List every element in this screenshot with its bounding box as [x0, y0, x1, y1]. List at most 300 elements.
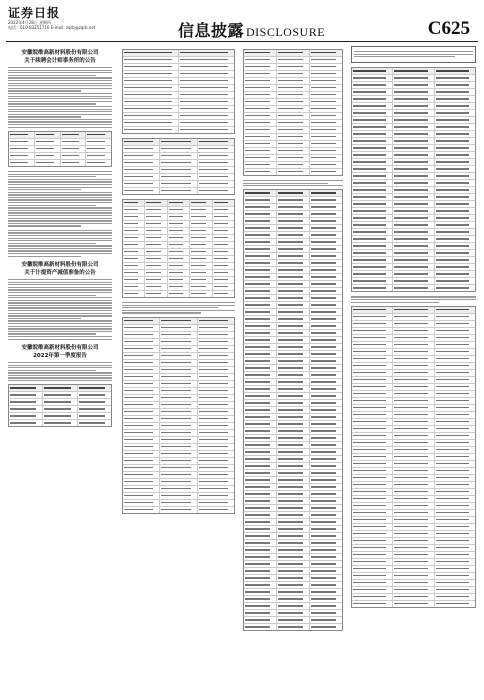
table-row: [352, 517, 475, 524]
table-cell: [310, 582, 342, 588]
table-cell: [213, 214, 234, 220]
table-cell: [310, 211, 342, 217]
table-cell: [123, 221, 145, 227]
text-line: [8, 238, 112, 239]
table-cell: [310, 148, 342, 154]
table-cell: [277, 603, 310, 609]
table-cell: [61, 153, 87, 159]
table-cell: [310, 414, 342, 420]
table-cell: [310, 379, 342, 385]
table-cell: [244, 428, 277, 434]
table-cell: [198, 346, 234, 352]
table-row: [123, 486, 234, 493]
table-cell: [310, 512, 342, 518]
text-line: [122, 307, 218, 308]
table-cell: [61, 139, 87, 145]
table-cell: [277, 50, 310, 56]
table-cell: [179, 57, 234, 63]
table-cell: [145, 284, 167, 290]
table-cell: [277, 253, 310, 259]
text-line: [8, 194, 112, 195]
table-cell: [352, 257, 393, 263]
table-cell: [393, 187, 434, 193]
table-row: [123, 85, 234, 92]
table-cell: [277, 540, 310, 546]
table-cell: [352, 194, 393, 200]
text-line: [8, 289, 112, 290]
table-row: [352, 405, 475, 412]
table-cell: [160, 360, 197, 366]
table-cell: [352, 496, 393, 502]
table-cell: [393, 342, 434, 348]
table-cell: [393, 236, 434, 242]
table-cell: [393, 531, 434, 537]
table-cell: [310, 64, 342, 70]
table-cell: [277, 470, 310, 476]
text-line: [8, 336, 112, 337]
table-cell: [244, 190, 277, 196]
table-cell: [310, 505, 342, 511]
table-row: [244, 50, 342, 57]
table-cell: [277, 442, 310, 448]
table-cell: [160, 188, 197, 194]
table-cell: [310, 400, 342, 406]
table-row: [352, 285, 475, 291]
table-row: [123, 50, 234, 57]
table-cell: [123, 207, 145, 213]
table-cell: [435, 377, 475, 383]
table-cell: [168, 242, 190, 248]
text-line: [8, 282, 112, 283]
table-cell: [435, 510, 475, 516]
table-cell: [198, 332, 234, 338]
text-line: [8, 253, 112, 254]
table-cell: [9, 392, 43, 398]
table-row: [244, 134, 342, 141]
table-cell: [435, 110, 475, 116]
table-row: [244, 470, 342, 477]
table-row: [244, 99, 342, 106]
table-row: [244, 547, 342, 554]
table-row: [123, 78, 234, 85]
table-cell: [310, 344, 342, 350]
table-cell: [123, 228, 145, 234]
table-cell: [9, 399, 43, 405]
table-cell: [310, 442, 342, 448]
table-row: [244, 302, 342, 309]
body-text: [243, 180, 343, 186]
table-cell: [393, 110, 434, 116]
table-cell: [145, 256, 167, 262]
table-cell: [310, 617, 342, 623]
table-cell: [393, 96, 434, 102]
table-row: [123, 444, 234, 451]
table-cell: [160, 346, 197, 352]
table-row: [352, 461, 475, 468]
table-cell: [352, 68, 393, 74]
table-cell: [198, 500, 234, 506]
table-cell: [277, 589, 310, 595]
table-cell: [123, 479, 160, 485]
table-cell: [145, 249, 167, 255]
table-cell: [435, 496, 475, 502]
table-cell: [393, 124, 434, 130]
text-line: [8, 80, 112, 81]
text-line: [8, 119, 112, 120]
table-cell: [160, 430, 197, 436]
table-cell: [352, 285, 393, 291]
text-line: [8, 75, 96, 76]
text-line: [8, 326, 112, 327]
data-table: [351, 67, 476, 292]
text-line: [8, 121, 112, 122]
table-cell: [310, 197, 342, 203]
table-cell: [198, 409, 234, 415]
table-cell: [244, 596, 277, 602]
table-cell: [244, 337, 277, 343]
table-cell: [277, 456, 310, 462]
data-table: [8, 131, 112, 167]
table-cell: [213, 249, 234, 255]
table-cell: [352, 531, 393, 537]
table-row: [123, 207, 234, 214]
table-cell: [123, 423, 160, 429]
table-row: [9, 420, 111, 426]
text-line: [8, 202, 112, 203]
table-row: [123, 353, 234, 360]
table-cell: [393, 510, 434, 516]
text-line: [122, 310, 235, 311]
table-cell: [123, 85, 179, 91]
text-line: [8, 212, 112, 213]
table-cell: [168, 249, 190, 255]
table-cell: [393, 566, 434, 572]
table-cell: [35, 160, 61, 166]
table-cell: [393, 285, 434, 291]
table-row: [244, 449, 342, 456]
table-row: [352, 307, 475, 314]
table-cell: [244, 393, 277, 399]
table-cell: [393, 391, 434, 397]
table-cell: [198, 353, 234, 359]
table-cell: [435, 257, 475, 263]
table-cell: [123, 409, 160, 415]
table-cell: [352, 426, 393, 432]
table-cell: [393, 573, 434, 579]
text-line: [8, 176, 96, 177]
table-row: [244, 519, 342, 526]
table-row: [244, 505, 342, 512]
table-cell: [352, 222, 393, 228]
table-cell: [277, 624, 310, 630]
data-table: [243, 49, 343, 176]
table-cell: [352, 152, 393, 158]
table-cell: [435, 89, 475, 95]
table-cell: [435, 180, 475, 186]
table-cell: [310, 106, 342, 112]
table-cell: [352, 391, 393, 397]
table-row: [244, 393, 342, 400]
table-cell: [435, 342, 475, 348]
table-cell: [277, 169, 310, 175]
table-cell: [435, 131, 475, 137]
table-cell: [277, 71, 310, 77]
text-line: [8, 109, 112, 110]
text-line: [351, 299, 476, 300]
table-cell: [435, 545, 475, 551]
table-cell: [179, 99, 234, 105]
table-row: [352, 321, 475, 328]
table-row: [123, 235, 234, 242]
table-row: [244, 421, 342, 428]
table-cell: [393, 538, 434, 544]
table-cell: [213, 235, 234, 241]
table-cell: [244, 351, 277, 357]
table-cell: [435, 159, 475, 165]
text-line: [122, 305, 235, 306]
text-line: [8, 310, 112, 311]
table-cell: [310, 407, 342, 413]
table-row: [244, 428, 342, 435]
table-cell: [310, 540, 342, 546]
table-cell: [244, 141, 277, 147]
table-row: [352, 433, 475, 440]
data-table: [122, 199, 235, 298]
table-cell: [198, 181, 234, 187]
table-cell: [393, 440, 434, 446]
table-row: [123, 339, 234, 346]
table-cell: [198, 381, 234, 387]
table-cell: [43, 399, 77, 405]
table-row: [352, 587, 475, 594]
table-cell: [213, 277, 234, 283]
table-cell: [393, 559, 434, 565]
table-cell: [310, 288, 342, 294]
table-row: [244, 540, 342, 547]
table-cell: [310, 162, 342, 168]
table-cell: [310, 498, 342, 504]
table-row: [123, 228, 234, 235]
table-cell: [310, 330, 342, 336]
table-cell: [393, 68, 434, 74]
table-cell: [435, 285, 475, 291]
table-cell: [393, 475, 434, 481]
table-cell: [310, 295, 342, 301]
table-cell: [179, 106, 234, 112]
table-cell: [310, 393, 342, 399]
table-cell: [9, 406, 43, 412]
table-cell: [393, 545, 434, 551]
table-cell: [123, 451, 160, 457]
table-cell: [198, 486, 234, 492]
table-cell: [213, 291, 234, 297]
section-title-cn: 信息披露: [178, 21, 245, 40]
table-cell: [277, 386, 310, 392]
table-cell: [352, 601, 393, 607]
table-cell: [352, 138, 393, 144]
table-cell: [198, 395, 234, 401]
table-cell: [435, 370, 475, 376]
table-cell: [168, 200, 190, 206]
text-line: [243, 180, 343, 181]
text-line: [8, 372, 112, 373]
table-cell: [352, 440, 393, 446]
table-cell: [35, 146, 61, 152]
table-cell: [123, 242, 145, 248]
table-cell: [352, 229, 393, 235]
table-cell: [435, 405, 475, 411]
table-cell: [244, 302, 277, 308]
table-cell: [244, 449, 277, 455]
text-line: [8, 339, 112, 340]
body-text: [8, 171, 112, 227]
table-row: [352, 566, 475, 573]
table-cell: [244, 470, 277, 476]
table-cell: [244, 379, 277, 385]
table-cell: [123, 507, 160, 513]
table-cell: [393, 349, 434, 355]
table-cell: [310, 50, 342, 56]
text-line: [8, 362, 112, 363]
table-row: [244, 127, 342, 134]
table-cell: [123, 318, 160, 324]
table-cell: [190, 207, 212, 213]
table-cell: [198, 325, 234, 331]
table-cell: [352, 503, 393, 509]
table-cell: [310, 169, 342, 175]
table-cell: [310, 141, 342, 147]
table-cell: [393, 503, 434, 509]
table-cell: [277, 505, 310, 511]
table-cell: [168, 214, 190, 220]
table-row: [352, 328, 475, 335]
table-cell: [310, 78, 342, 84]
text-line: [8, 181, 112, 182]
table-cell: [435, 103, 475, 109]
table-cell: [310, 456, 342, 462]
table-cell: [435, 138, 475, 144]
data-table: [122, 49, 235, 134]
table-cell: [435, 187, 475, 193]
text-line: [8, 223, 112, 224]
table-cell: [198, 160, 234, 166]
text-line: [8, 72, 112, 73]
table-cell: [43, 413, 77, 419]
text-line: [8, 184, 112, 185]
table-cell: [352, 524, 393, 530]
table-cell: [244, 575, 277, 581]
table-cell: [160, 437, 197, 443]
table-row: [352, 489, 475, 496]
table-cell: [435, 307, 475, 313]
table-cell: [123, 284, 145, 290]
text-line: [122, 302, 235, 303]
text-line: [8, 114, 112, 115]
table-cell: [190, 291, 212, 297]
body-text: [122, 302, 235, 314]
table-cell: [123, 339, 160, 345]
table-cell: [244, 414, 277, 420]
table-cell: [352, 370, 393, 376]
table-cell: [435, 580, 475, 586]
table-cell: [352, 510, 393, 516]
table-cell: [277, 428, 310, 434]
table-cell: [198, 188, 234, 194]
table-cell: [198, 374, 234, 380]
table-row: [123, 256, 234, 263]
table-cell: [190, 256, 212, 262]
table-row: [9, 132, 111, 139]
table-cell: [352, 482, 393, 488]
table-cell: [393, 454, 434, 460]
table-cell: [393, 201, 434, 207]
table-cell: [393, 307, 434, 313]
table-cell: [213, 242, 234, 248]
table-row: [352, 580, 475, 587]
text-line: [243, 183, 328, 184]
table-cell: [277, 190, 310, 196]
table-cell: [244, 267, 277, 273]
table-row: [352, 496, 475, 503]
table-row: [244, 148, 342, 155]
table-row: [244, 407, 342, 414]
table-row: [352, 524, 475, 531]
table-row: [123, 465, 234, 472]
table-cell: [145, 200, 167, 206]
table-row: [244, 85, 342, 92]
table-row: [352, 447, 475, 454]
table-cell: [244, 372, 277, 378]
table-cell: [393, 363, 434, 369]
table-cell: [123, 57, 179, 63]
table-row: [123, 374, 234, 381]
table-cell: [277, 120, 310, 126]
table-row: [352, 510, 475, 517]
table-cell: [435, 412, 475, 418]
table-cell: [393, 496, 434, 502]
notice-box: [351, 46, 476, 63]
table-cell: [352, 117, 393, 123]
text-line: [8, 300, 112, 301]
table-row: [244, 197, 342, 204]
table-cell: [213, 284, 234, 290]
table-cell: [123, 430, 160, 436]
table-cell: [244, 421, 277, 427]
text-line: [8, 320, 112, 321]
table-cell: [198, 360, 234, 366]
table-cell: [160, 381, 197, 387]
table-row: [244, 330, 342, 337]
table-cell: [310, 568, 342, 574]
table-row: [123, 146, 234, 153]
table-cell: [352, 307, 393, 313]
table-row: [244, 113, 342, 120]
text-line: [351, 296, 476, 297]
table-row: [352, 538, 475, 545]
table-row: [352, 398, 475, 405]
table-row: [352, 426, 475, 433]
table-cell: [352, 398, 393, 404]
table-row: [123, 153, 234, 160]
table-cell: [435, 482, 475, 488]
table-cell: [352, 124, 393, 130]
table-cell: [277, 162, 310, 168]
table-cell: [310, 218, 342, 224]
table-cell: [277, 127, 310, 133]
table-cell: [9, 413, 43, 419]
table-cell: [310, 610, 342, 616]
table-cell: [123, 50, 179, 56]
